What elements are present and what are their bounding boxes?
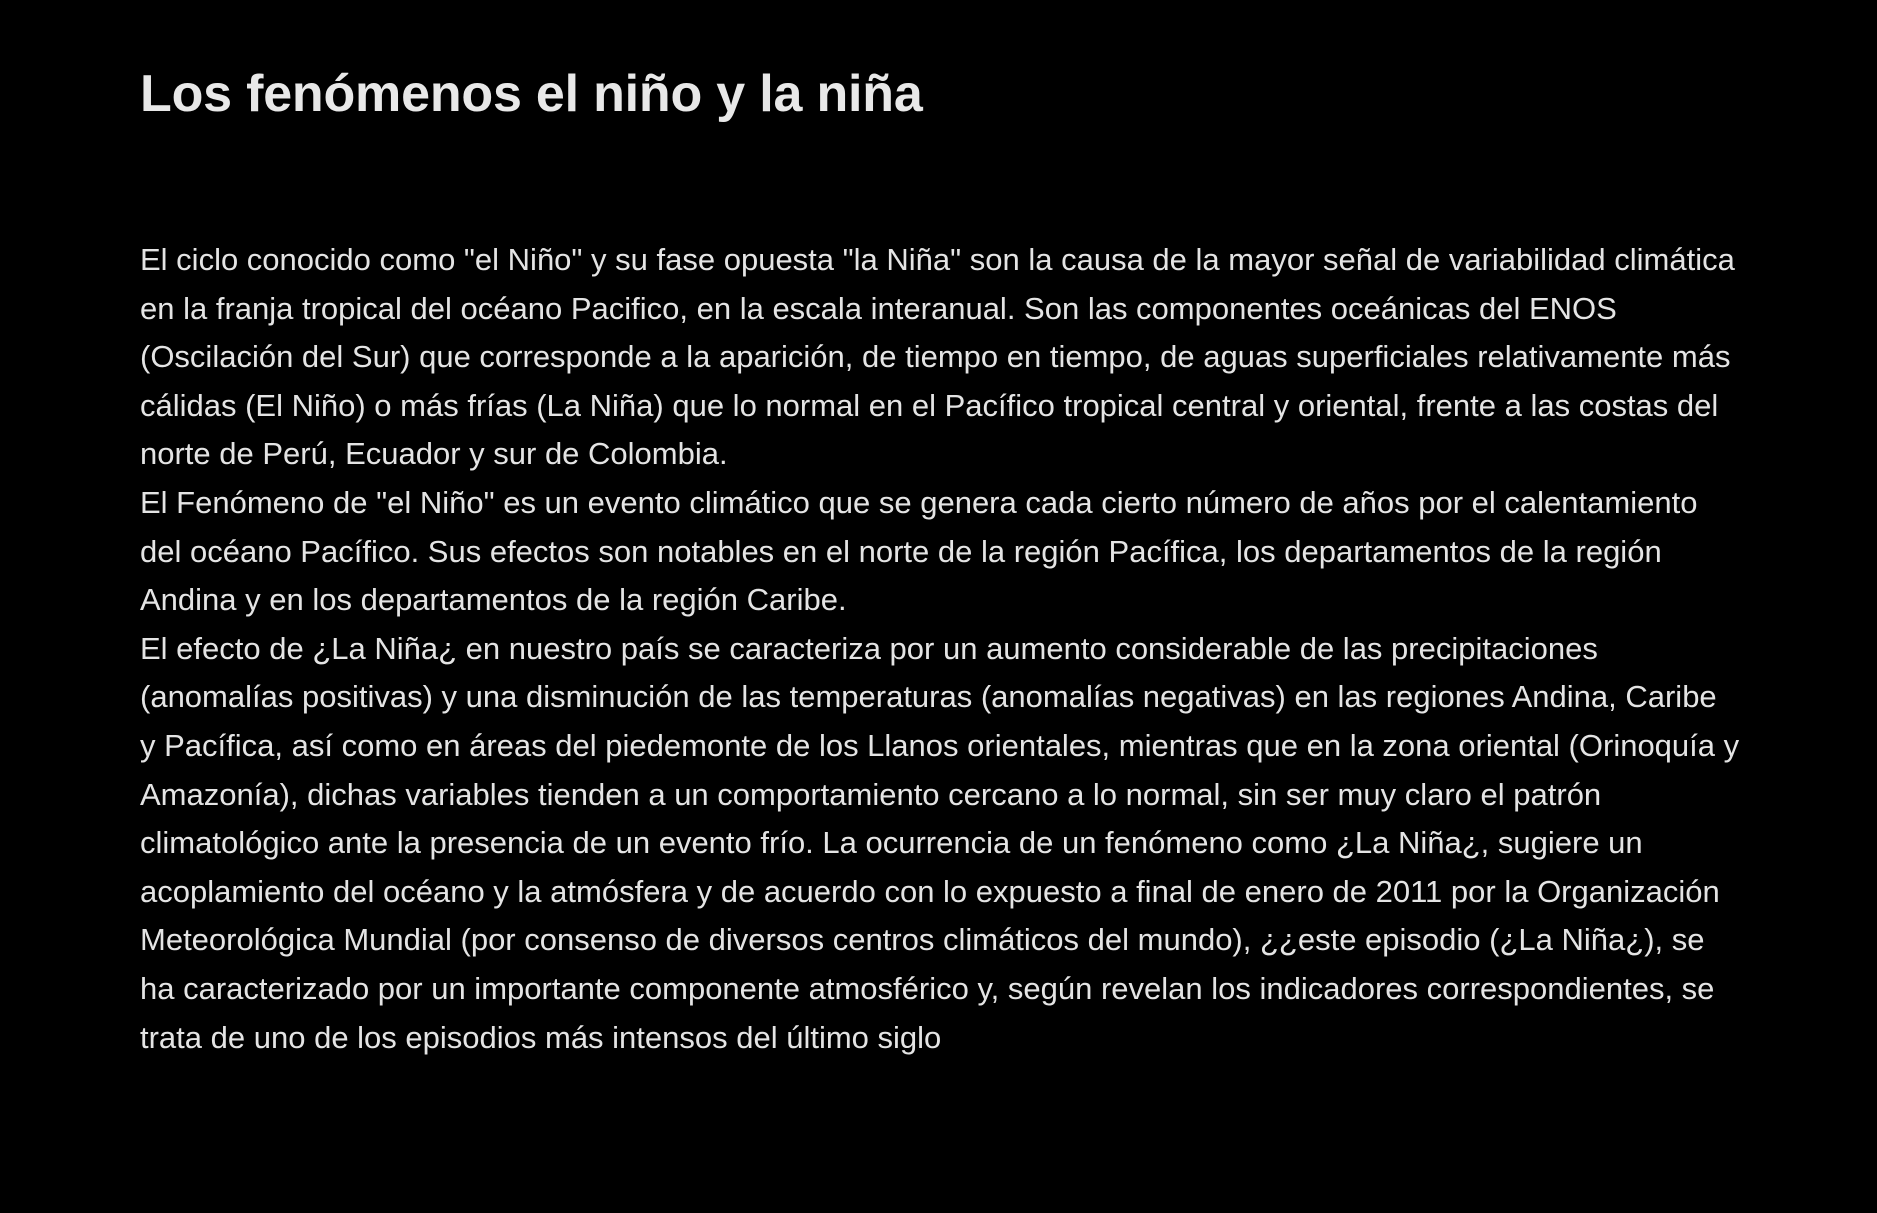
article-body [140, 236, 1740, 1062]
page-title: Los fenómenos el niño y la niña [140, 65, 923, 123]
paragraph-la-nina: El efecto de ¿La Niña¿ en nuestro país se caracteriza por un aumento considerable de las precipitaciones (anomalías positivas) y una disminución de las temperaturas (anomalías negativas) en las regiones Andina, Caribe y Pacífica, así como en áreas del piedemonte de los Llanos orientales, mientras que en la zona oriental (Orinoquía y Amazonía), dichas variables tienden a un comportamiento cercano a lo normal, sin ser muy claro el patrón climatológico ante la presencia de un evento frío. La ocurrencia de un fenómeno como ¿La Niña¿, sugiere un acoplamiento del océano y la atmósfera y de acuerdo con lo expuesto a final de enero de 2011 por la Organización Meteorológica Mundial (por consenso de diversos centros climáticos del mundo), ¿¿este episodio (¿La Niña¿), se ha caracterizado por un importante componente atmosférico y, según revelan los indicadores correspondientes, se trata de uno de los episodios más intensos del último siglo [140, 630, 1740, 1055]
paragraph-enos-intro: El ciclo conocido como "el Niño" y su fase opuesta "la Niña" son la causa de la mayor señal de variabilidad climática en la franja tropical del océano Pacifico, en la escala interanual. Son las componentes oceánicas del ENOS (Oscilación del Sur) que corresponde a la aparición, de tiempo en tiempo, de aguas superficiales relativamente más cálidas (El Niño) o más frías (La Niña) que lo normal en el Pacífico tropical central y oriental, frente a las costas del norte de Perú, Ecuador y sur de Colombia. [140, 242, 1735, 472]
paragraph-el-nino: El Fenómeno de "el Niño" es un evento climático que se genera cada cierto número de años por el calentamiento del océano Pacífico. Sus efectos son notables en el norte de la región Pacífica, los departamentos de la región Andina y en los departamentos de la región Caribe. [140, 484, 1698, 618]
